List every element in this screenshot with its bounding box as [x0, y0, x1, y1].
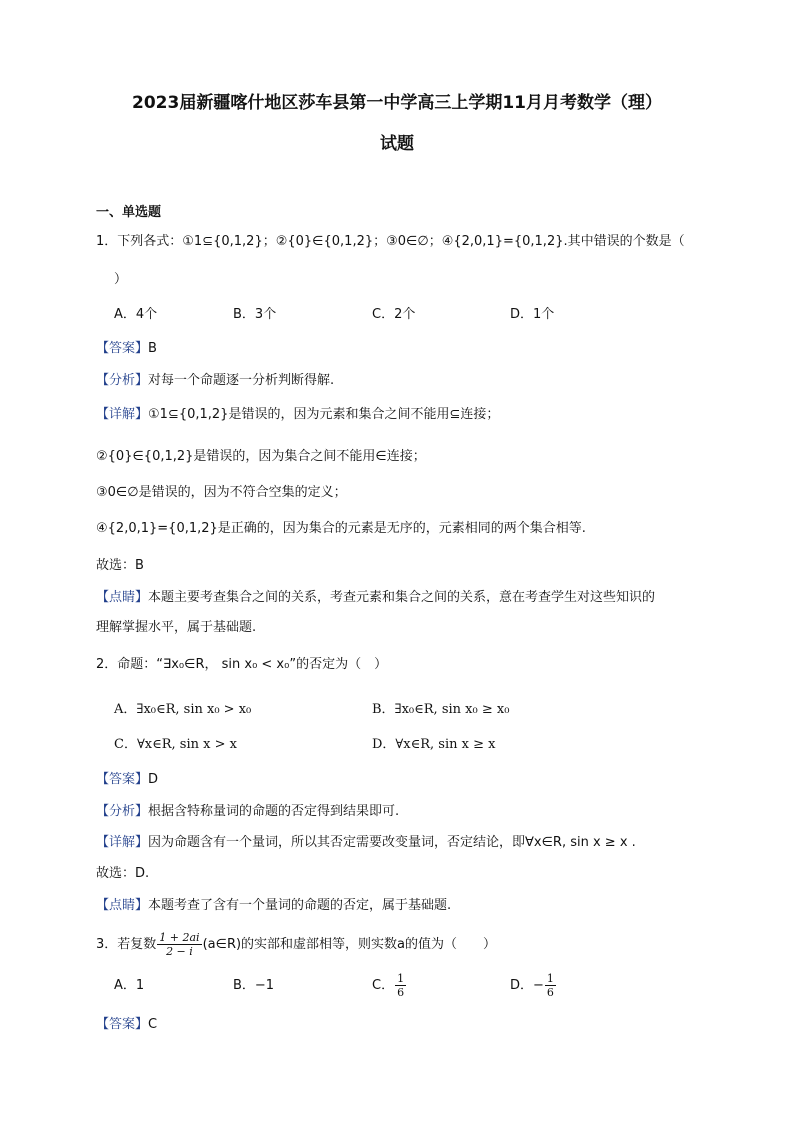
- q3-option-d: [510, 966, 557, 1006]
- q3-option-b: B．−1: [233, 978, 275, 993]
- q2-option-d: D．∀x∈R, sin x ≥ x: [372, 737, 496, 752]
- q2-stem: 2．命题：“∃x₀∈R， sin x₀ < x₀”的否定为（ ）: [96, 657, 388, 672]
- q3-option-c-frac: [395, 972, 406, 999]
- q2-answer: D: [148, 772, 159, 787]
- q1-comment2: 理解掌握水平，属于基础题.: [96, 620, 257, 635]
- answer-tag: 【答案】: [96, 341, 149, 356]
- comment-tag: 【点睛】: [96, 898, 149, 913]
- q2-analysis: 根据含特称量词的命题的否定得到结果即可.: [148, 804, 400, 819]
- answer-tag: 【答案】: [96, 1017, 149, 1032]
- q1-answer: B: [148, 341, 157, 356]
- q1-comment-line1: [96, 588, 655, 608]
- q2-detail: 因为命题含有一个量词，所以其否定需要改变量词，否定结论，即∀x∈R, sin x ≥ x .: [148, 835, 636, 850]
- q2-option-c: C．∀x∈R, sin x > x: [114, 737, 237, 752]
- q2-answer-line: [96, 770, 158, 790]
- q2-comment: 本题考查了含有一个量词的命题的否定，属于基础题.: [148, 898, 452, 913]
- q1-detail3: ③0∈∅是错误的，因为不符合空集的定义；: [96, 485, 347, 500]
- q1-stem-cont: ）: [114, 272, 128, 287]
- q2-analysis-line: [96, 802, 399, 822]
- q3-option-d-den: 6: [546, 986, 554, 999]
- q2-option-b: B．∃x₀∈R, sin x₀ ≥ x₀: [372, 702, 510, 717]
- answer-tag: 【答案】: [96, 772, 149, 787]
- q1-option-a: A．4个: [114, 307, 158, 322]
- analysis-tag: 【分析】: [96, 373, 149, 388]
- q1-detail-line1: [96, 405, 499, 425]
- q3-stem-prefix: 3．若复数: [96, 937, 157, 952]
- q1-answer-line: [96, 339, 157, 359]
- q1-choice: 故选：B: [96, 558, 144, 573]
- q3-stem: [96, 930, 496, 960]
- q1-detail4: ④{2,0,1}={0,1,2}是正确的，因为集合的元素是无序的，元素相同的两个集合相等.: [96, 521, 586, 536]
- q1-analysis: 对每一个命题逐一分析判断得解.: [148, 373, 335, 388]
- q3-option-a: A．1: [114, 978, 145, 993]
- q3-fraction-num: 1 + 2ai: [159, 931, 200, 944]
- q1-detail2: ②{0}∈{0,1,2}是错误的，因为集合之间不能用∈连接；: [96, 449, 426, 464]
- q3-option-d-num: 1: [546, 972, 554, 985]
- q2-detail-line: [96, 833, 636, 853]
- q3-answer-line: [96, 1015, 157, 1035]
- q1-option-c: C．2个: [372, 307, 416, 322]
- detail-tag: 【详解】: [96, 835, 149, 850]
- q1-option-b: B．3个: [233, 307, 277, 322]
- q1-detail1: ①1⊆{0,1,2}是错误的，因为元素和集合之间不能用⊆连接；: [148, 407, 500, 422]
- q3-answer: C: [148, 1017, 158, 1032]
- q1-stem: 1．下列各式：①1⊆{0,1,2}；②{0}∈{0,1,2}；③0∈∅；④{2,0,1}={0,1,2}.其中错误的个数是（: [96, 234, 685, 249]
- q1-comment1: 本题主要考查集合之间的关系，考查元素和集合之间的关系，意在考查学生对这些知识的: [148, 590, 656, 605]
- q2-option-a: A．∃x₀∈R, sin x₀ > x₀: [114, 702, 252, 717]
- detail-tag: 【详解】: [96, 407, 149, 422]
- q3-stem-suffix: (a∈R)的实部和虚部相等，则实数a的值为（ ）: [202, 937, 497, 952]
- q1-option-d: D．1个: [510, 307, 555, 322]
- doc-title-line2: 试题: [380, 134, 414, 154]
- q3-fraction-den: 2 − i: [166, 945, 193, 958]
- q1-analysis-line: [96, 371, 334, 391]
- doc-title-line1: 2023届新疆喀什地区莎车县第一中学高三上学期11月月考数学（理）: [132, 93, 662, 113]
- q3-option-d-frac: [545, 972, 556, 999]
- q2-comment-line: [96, 896, 451, 916]
- comment-tag: 【点睛】: [96, 590, 149, 605]
- section-heading: 一、单选题: [96, 205, 162, 220]
- q3-option-c-prefix: C．: [372, 978, 395, 993]
- analysis-tag: 【分析】: [96, 804, 149, 819]
- q3-option-c-num: 1: [397, 972, 405, 985]
- q3-option-c-den: 6: [397, 986, 405, 999]
- q3-option-c: [372, 966, 407, 1006]
- q3-option-d-prefix: D．−: [510, 978, 544, 993]
- q3-fraction: [157, 931, 201, 958]
- q2-choice: 故选：D.: [96, 866, 150, 881]
